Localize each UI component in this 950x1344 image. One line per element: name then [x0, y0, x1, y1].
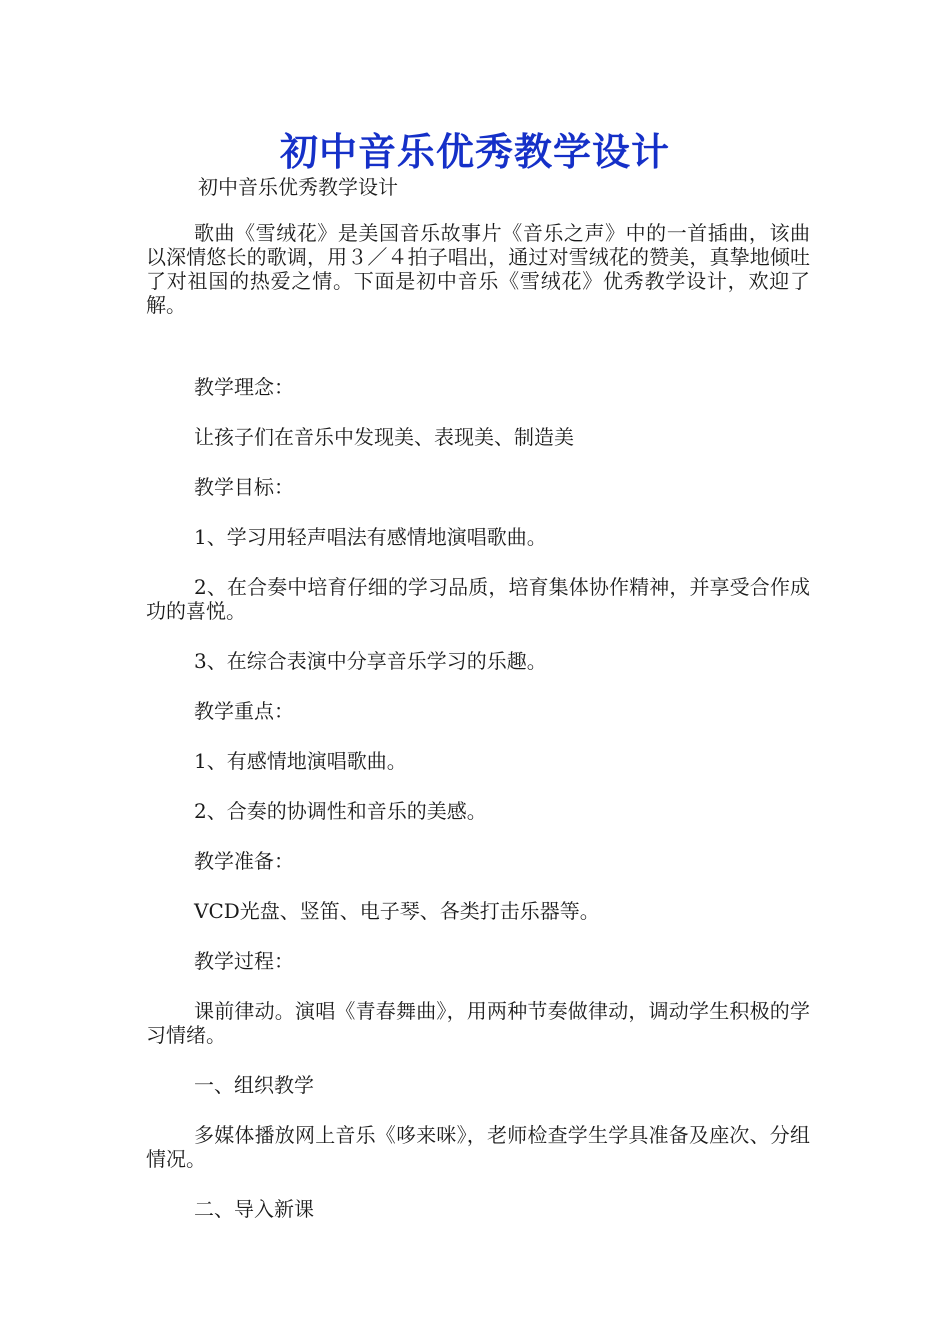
list-item: 2、合奏的协调性和音乐的美感。 [194, 799, 487, 823]
paragraph: 让孩子们在音乐中发现美、表现美、制造美 [194, 425, 574, 449]
section-heading-teaching-process: 教学过程： [194, 949, 294, 973]
section-heading-introduce-new-lesson: 二、导入新课 [194, 1197, 314, 1221]
intro-paragraph: 歌曲《雪绒花》是美国音乐故事片《音乐之声》中的一首插曲，该曲以深情悠长的歌调，用３／４拍子唱出，通过对雪绒花的赞美，真挚地倾吐了对祖国的热爱之情。下面是初中音乐《雪绒花》优秀教学设计，欢迎了解。 [146, 221, 810, 317]
paragraph: VCD光盘、竖笛、电子琴、各类打击乐器等。 [194, 899, 600, 923]
document-subtitle: 初中音乐优秀教学设计 [198, 175, 398, 199]
paragraph: 多媒体播放网上音乐《哆来咪》，老师检查学生学具准备及座次、分组情况。 [146, 1123, 810, 1171]
list-item: 3、在综合表演中分享音乐学习的乐趣。 [194, 649, 547, 673]
paragraph: 课前律动。演唱《青春舞曲》，用两种节奏做律动，调动学生积极的学习情绪。 [146, 999, 810, 1047]
section-heading-teaching-concept: 教学理念： [194, 375, 294, 399]
document-title: 初中音乐优秀教学设计 [279, 129, 670, 174]
document-body [146, 221, 810, 1247]
list-item: 2、在合奏中培育仔细的学习品质，培育集体协作精神，并享受合作成功的喜悦。 [146, 575, 810, 623]
section-heading-teaching-goals: 教学目标： [194, 475, 294, 499]
section-heading-teaching-preparation: 教学准备： [194, 849, 294, 873]
section-heading-teaching-focus: 教学重点： [194, 699, 294, 723]
section-heading-organize-teaching: 一、组织教学 [194, 1073, 314, 1097]
list-item: 1、有感情地演唱歌曲。 [194, 749, 407, 773]
list-item: 1、学习用轻声唱法有感情地演唱歌曲。 [194, 525, 547, 549]
